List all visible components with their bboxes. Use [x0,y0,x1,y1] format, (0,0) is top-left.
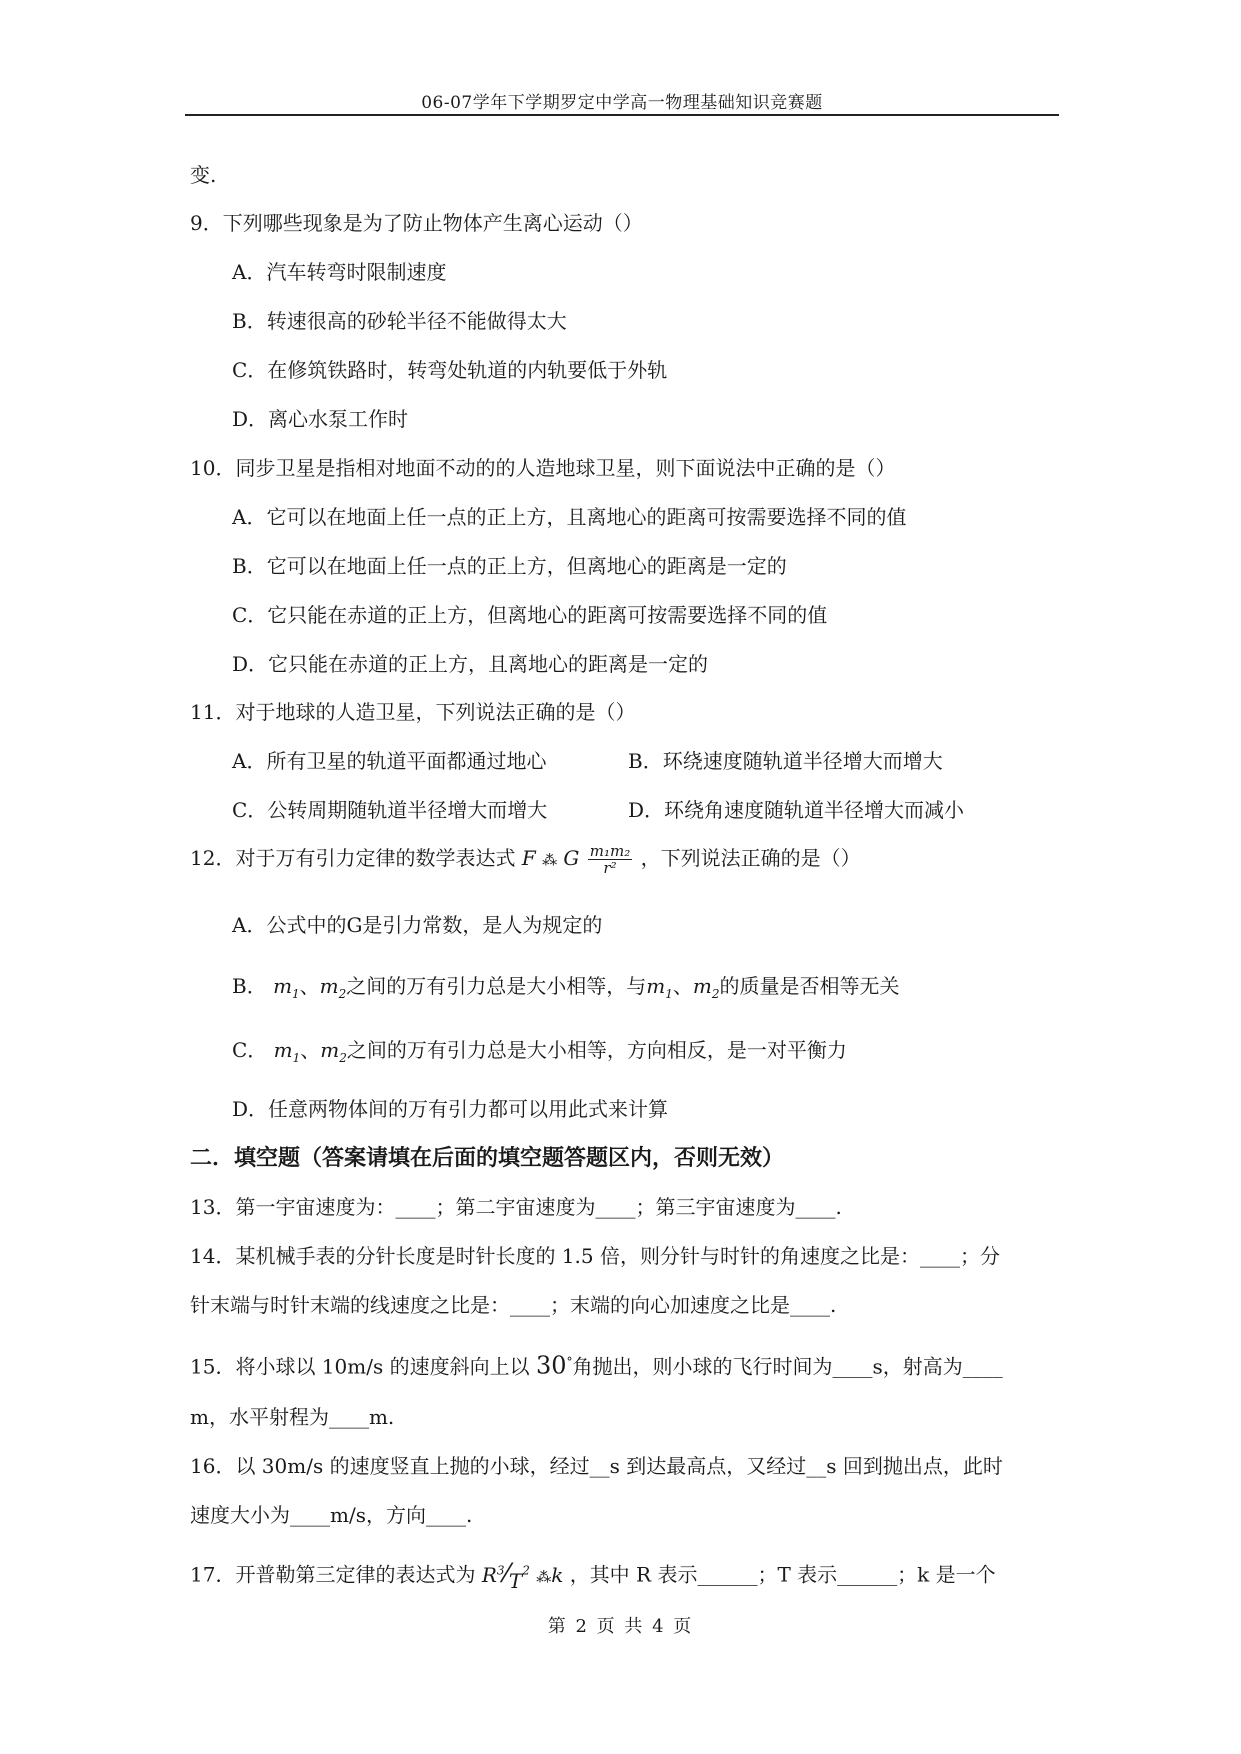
m2-letter: m [319,974,339,998]
option-12c [232,1038,847,1070]
formula-t-exponent: 2 [522,1563,530,1577]
angle-value: 30 [535,1351,567,1380]
option-12a: A．公式中的G是引力常数，是人为规定的 [232,913,603,937]
m1-letter-3: m [273,1038,293,1062]
option-12b-label: B． [232,974,267,998]
option-11d: D．环绕角速度随轨道半径增大而减小 [628,798,965,822]
header-rule [185,114,1059,116]
m2-symbol [319,974,347,1001]
question-16-line-2: 速度大小为____m/s，方向____. [190,1503,473,1527]
m2-symbol-2 [692,974,720,1001]
m1-symbol-2 [646,974,673,1001]
m2-symbol-3 [320,1038,347,1065]
m1-symbol [273,974,300,1001]
m1-symbol-3 [273,1038,301,1065]
option-9d: D．离心水泵工作时 [232,407,409,431]
m2-subscript-2: 2 [711,987,720,1001]
question-15-line-1 [190,1350,1003,1379]
question-15-prefix: 15．将小球以 10m/s 的速度斜向上以 [190,1354,530,1379]
m2-letter-3: m [320,1038,340,1062]
formula-k: k [551,1562,564,1587]
text-line: 变. [190,163,217,187]
question-9: 9．下列哪些现象是为了防止物体产生离心运动（） [190,211,643,235]
question-15-suffix: 角抛出，则小球的飞行时间为____s，射高为____ [572,1354,1003,1379]
formula-numerator: m₁m₂ [589,842,631,860]
option-10d: D．它只能在赤道的正上方，且离地心的距离是一定的 [232,652,709,676]
separator: 、 [299,974,320,998]
option-12c-text: 之间的万有引力总是大小相等，方向相反，是一对平衡力 [346,1038,847,1062]
question-15-line-2: m，水平射程为____m. [190,1405,395,1429]
m2-subscript-3: 2 [339,1051,347,1065]
formula-equals-glyph-2: ⁂ [536,1567,552,1586]
m1-subscript-2: 1 [665,987,673,1001]
formula-slash: ⁄ [504,1558,509,1589]
option-12b [232,974,900,1006]
question-17 [190,1553,996,1594]
option-12c-label: C． [232,1038,268,1062]
formula-t: T [508,1568,523,1593]
formula-r-exponent: 3 [496,1563,505,1577]
m1-letter-2: m [646,974,666,998]
question-10: 10．同步卫星是指相对地面不动的的人造地球卫星，则下面说法中正确的是（） [190,456,896,480]
degree-symbol: ° [566,1355,573,1369]
question-11: 11．对于地球的人造卫星，下列说法正确的是（） [190,700,636,724]
kepler-formula [481,1558,570,1593]
section-heading: 二．填空题（答案请填在后面的填空题答题区内，否则无效） [190,1145,785,1171]
question-17-suffix: ，其中 R 表示______；T 表示______；k 是一个 [569,1562,996,1587]
formula-g: G [563,846,580,870]
option-11c: C．公转周期随轨道半径增大而增大 [232,798,548,822]
option-9b: B．转速很高的砂轮半径不能做得太大 [232,309,567,333]
separator-3: 、 [300,1038,321,1062]
page-footer: 第 2 页 共 4 页 [547,1616,694,1637]
option-11a: A．所有卫星的轨道平面都通过地心 [232,749,547,773]
option-10b: B．它可以在地面上任一点的正上方，但离地心的距离是一定的 [232,554,787,578]
m1-subscript: 1 [292,987,300,1001]
question-13: 13．第一宇宙速度为：____；第二宇宙速度为____；第三宇宙速度为____. [190,1195,842,1219]
question-12-suffix: ，下列说法正确的是（） [640,846,861,870]
m1-subscript-3: 1 [292,1051,301,1065]
option-12b-end: 的质量是否相等无关 [719,974,900,998]
page-header: 06-07学年下学期罗定中学高一物理基础知识竞赛题 [421,93,823,113]
separator-2: 、 [672,974,693,998]
formula-r: R [481,1562,497,1587]
option-10c: C．它只能在赤道的正上方，但离地心的距离可按需要选择不同的值 [232,603,828,627]
m1-letter: m [273,974,293,998]
formula-denominator: r² [603,859,617,877]
option-12d: D．任意两物体间的万有引力都可以用此式来计算 [232,1097,669,1121]
question-14-line-2: 针末端与时针末端的线速度之比是：____；末端的向心加速度之比是____. [190,1293,837,1317]
question-12 [190,838,861,880]
gravity-formula [521,842,641,877]
formula-f: F [521,846,536,870]
option-10a: A．它可以在地面上任一点的正上方，且离地心的距离可按需要选择不同的值 [232,505,907,529]
question-14-line-1: 14．某机械手表的分针长度是时针长度的 1.5 倍，则分针与时针的角速度之比是：____；分 [190,1244,1000,1268]
option-9a: A．汽车转弯时限制速度 [232,260,447,284]
question-17-prefix: 17．开普勒第三定律的表达式为 [190,1562,476,1587]
option-11b: B．环绕速度随轨道半径增大而增大 [628,749,943,773]
m2-subscript: 2 [338,987,347,1001]
option-12b-middle: 之间的万有引力总是大小相等，与 [346,974,647,998]
formula-equals-glyph: ⁂ [542,851,558,869]
question-12-prefix: 12．对于万有引力定律的数学表达式 [190,846,516,870]
formula-fraction [588,843,632,876]
option-9c: C．在修筑铁路时，转弯处轨道的内轨要低于外轨 [232,358,668,382]
question-16-line-1: 16．以 30m/s 的速度竖直上抛的小球，经过__s 到达最高点，又经过__s 回到抛出点，此时 [190,1454,1003,1478]
m2-letter-2: m [692,974,712,998]
